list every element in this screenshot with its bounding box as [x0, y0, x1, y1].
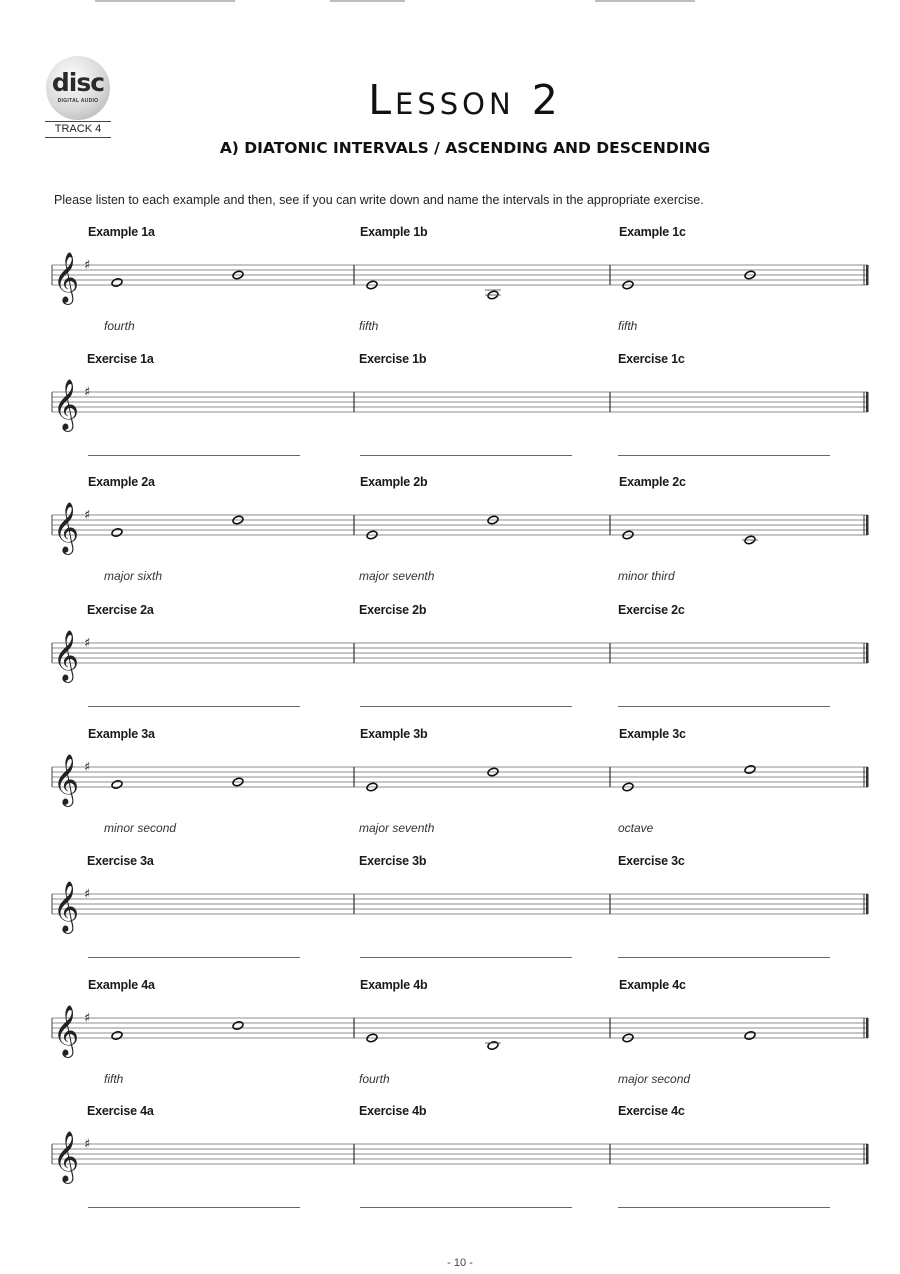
interval-name: octave [618, 821, 654, 835]
final-barline-thick [866, 767, 869, 787]
answer-line[interactable] [88, 706, 300, 707]
answer-line[interactable] [618, 1207, 830, 1208]
top-edge-rule [95, 0, 235, 2]
example-label: Example 4b [360, 978, 428, 992]
answer-line[interactable] [88, 455, 300, 456]
key-signature-sharp-icon: ♯ [84, 508, 91, 523]
key-signature-sharp-icon: ♯ [84, 636, 91, 651]
example-label: Example 3a [88, 727, 155, 741]
exercise-row [0, 351, 900, 471]
final-barline-thick [866, 265, 869, 285]
example-label: Example 4a [88, 978, 155, 992]
treble-clef-icon: 𝄞 [53, 754, 80, 805]
exercise-label: Exercise 4a [87, 1104, 154, 1118]
key-signature-sharp-icon: ♯ [84, 760, 91, 775]
example-label: Example 2c [619, 475, 686, 489]
exercise-label: Exercise 3c [618, 854, 685, 868]
exercise-label: Exercise 3a [87, 854, 154, 868]
interval-name: major seventh [359, 569, 435, 583]
cd-disc-logo [46, 56, 110, 120]
treble-clef-icon: 𝄞 [53, 502, 80, 553]
interval-name: fifth [104, 1072, 124, 1086]
treble-clef-icon: 𝄞 [53, 881, 80, 932]
key-signature-sharp-icon: ♯ [84, 1137, 91, 1152]
whole-note [111, 528, 123, 538]
whole-note [111, 1031, 123, 1041]
example-label: Example 4c [619, 978, 686, 992]
interval-name: major seventh [359, 821, 435, 835]
key-signature-sharp-icon: ♯ [84, 385, 91, 400]
answer-line[interactable] [360, 957, 572, 958]
example-label: Example 2b [360, 475, 428, 489]
exercise-label: Exercise 1c [618, 352, 685, 366]
final-barline-thick [866, 392, 869, 412]
exercise-label: Exercise 2c [618, 603, 685, 617]
interval-name: minor second [104, 821, 177, 835]
whole-note [742, 535, 758, 545]
exercise-label: Exercise 4b [359, 1104, 427, 1118]
example-row [0, 474, 900, 594]
answer-line[interactable] [360, 706, 572, 707]
example-label: Example 3c [619, 727, 686, 741]
whole-note [744, 1031, 756, 1041]
exercise-label: Exercise 3b [359, 854, 427, 868]
final-barline-thick [866, 1018, 869, 1038]
exercise-label: Exercise 1a [87, 352, 154, 366]
page-number: - 10 - [447, 1257, 473, 1269]
final-barline-thick [866, 643, 869, 663]
top-edge-rule [595, 0, 695, 2]
interval-name: major second [618, 1072, 691, 1086]
whole-note [744, 765, 756, 775]
answer-line[interactable] [360, 455, 572, 456]
answer-line[interactable] [88, 957, 300, 958]
example-label: Example 1b [360, 225, 428, 239]
example-label: Example 3b [360, 727, 428, 741]
treble-clef-icon: 𝄞 [53, 252, 80, 303]
interval-name: major sixth [104, 569, 163, 583]
exercise-label: Exercise 1b [359, 352, 427, 366]
key-signature-sharp-icon: ♯ [84, 887, 91, 902]
logo-word: disc [51, 68, 105, 97]
section-title: A) DIATONIC INTERVALS / ASCENDING AND DESCENDING [219, 139, 711, 157]
whole-note [111, 780, 123, 790]
exercise-label: Exercise 2a [87, 603, 154, 617]
exercise-label: Exercise 2b [359, 603, 427, 617]
final-barline-thick [866, 515, 869, 535]
example-row [0, 726, 900, 846]
interval-name: fifth [618, 319, 638, 333]
whole-note [485, 290, 501, 300]
whole-note [232, 1021, 244, 1031]
lesson-title: Lesson 2 [368, 76, 562, 124]
answer-line[interactable] [88, 1207, 300, 1208]
exercise-row [0, 602, 900, 722]
key-signature-sharp-icon: ♯ [84, 258, 91, 273]
answer-line[interactable] [360, 1207, 572, 1208]
key-signature-sharp-icon: ♯ [84, 1011, 91, 1026]
interval-name: fourth [359, 1072, 390, 1086]
treble-clef-icon: 𝄞 [53, 630, 80, 681]
answer-line[interactable] [618, 455, 830, 456]
track-label: TRACK 4 [45, 121, 111, 138]
exercise-row [0, 1103, 900, 1223]
logo-subtext: DIGITAL AUDIO [57, 98, 99, 104]
interval-name: fourth [104, 319, 135, 333]
example-label: Example 2a [88, 475, 155, 489]
treble-clef-icon: 𝄞 [53, 1005, 80, 1056]
whole-note [485, 1041, 501, 1051]
answer-line[interactable] [618, 957, 830, 958]
exercise-label: Exercise 4c [618, 1104, 685, 1118]
exercise-row [0, 853, 900, 973]
final-barline-thick [866, 1144, 869, 1164]
example-label: Example 1a [88, 225, 155, 239]
treble-clef-icon: 𝄞 [53, 1131, 80, 1182]
final-barline-thick [866, 894, 869, 914]
example-row [0, 977, 900, 1097]
interval-name: minor third [618, 569, 675, 583]
example-row [0, 224, 900, 344]
interval-name: fifth [359, 319, 379, 333]
answer-line[interactable] [618, 706, 830, 707]
whole-note [111, 278, 123, 288]
example-label: Example 1c [619, 225, 686, 239]
instructions-text: Please listen to each example and then, see if you can write down and name the intervals in the appropriate exercise. [54, 193, 704, 207]
top-edge-rule [330, 0, 405, 2]
treble-clef-icon: 𝄞 [53, 379, 80, 430]
